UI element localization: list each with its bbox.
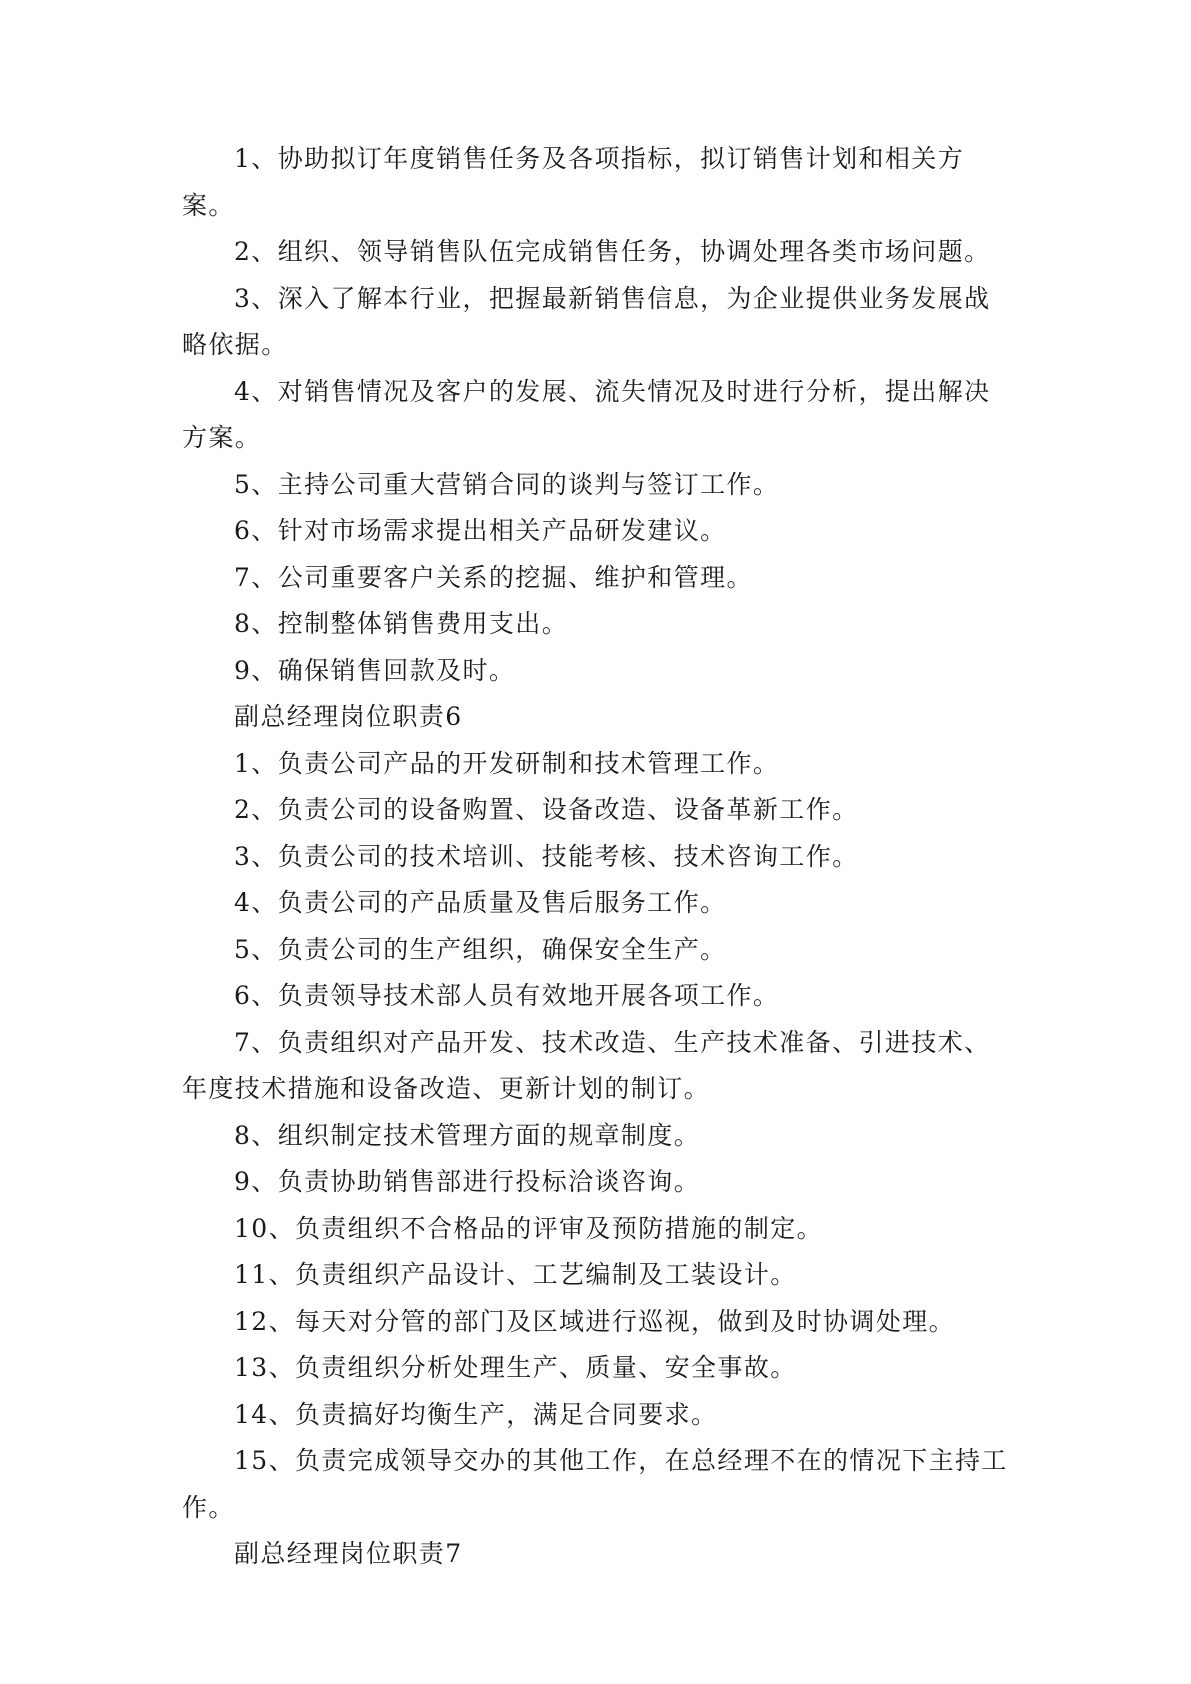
paragraph-duty-4: 4、负责公司的产品质量及售后服务工作。 (234, 888, 727, 917)
paragraph-sales-5: 5、主持公司重大营销合同的谈判与签订工作。 (234, 469, 780, 499)
paragraph-duty-15: 15、负责完成领导交办的其他工作，在总经理不在的情况下主持工作。 (182, 1446, 1008, 1522)
paragraph-duty-12: 12、每天对分管的部门及区域进行巡视，做到及时协调处理。 (234, 1306, 956, 1336)
paragraph-duty-6: 6、负责领导技术部人员有效地开展各项工作。 (234, 981, 780, 1010)
paragraph-sales-2: 2、组织、领导销售队伍完成销售任务，协调处理各类市场问题。 (234, 237, 991, 266)
paragraph-duty-8: 8、组织制定技术管理方面的规章制度。 (234, 1120, 701, 1150)
paragraph-duty-3: 3、负责公司的技术培训、技能考核、技术咨询工作。 (234, 841, 859, 871)
paragraph-duty-11: 11、负责组织产品设计、工艺编制及工装设计。 (234, 1260, 797, 1289)
paragraph-sales-9: 9、确保销售回款及时。 (234, 655, 516, 685)
paragraph-duty-5: 5、负责公司的生产组织，确保安全生产。 (234, 934, 727, 964)
paragraph-sales-8: 8、控制整体销售费用支出。 (234, 609, 569, 638)
section-heading-7: 副总经理岗位职责7 (234, 1539, 463, 1568)
paragraph-duty-14: 14、负责搞好均衡生产，满足合同要求。 (234, 1399, 718, 1429)
paragraph-sales-7: 7、公司重要客户关系的挖掘、维护和管理。 (234, 562, 753, 592)
document-page (182, 136, 1012, 1578)
paragraph-duty-9: 9、负责协助销售部进行投标洽谈咨询。 (234, 1167, 701, 1196)
paragraph-duty-10: 10、负责组织不合格品的评审及预防措施的制定。 (234, 1213, 824, 1243)
paragraph-duty-13: 13、负责组织分析处理生产、质量、安全事故。 (234, 1353, 797, 1382)
paragraph-duty-1: 1、负责公司产品的开发研制和技术管理工作。 (234, 748, 780, 778)
paragraph-sales-4: 4、对销售情况及客户的发展、流失情况及时进行分析，提出解决方案。 (182, 376, 991, 452)
paragraph-duty-7: 7、负责组织对产品开发、技术改造、生产技术准备、引进技术、年度技术措施和设备改造、更新计划的制订。 (182, 1027, 991, 1103)
paragraph-sales-1: 1、协助拟订年度销售任务及各项指标，拟订销售计划和相关方案。 (182, 144, 965, 220)
paragraph-duty-2: 2、负责公司的设备购置、设备改造、设备革新工作。 (234, 795, 859, 824)
paragraph-sales-3: 3、深入了解本行业，把握最新销售信息，为企业提供业务发展战略依据。 (182, 283, 991, 359)
section-heading-6: 副总经理岗位职责6 (234, 702, 463, 731)
paragraph-sales-6: 6、针对市场需求提出相关产品研发建议。 (234, 516, 727, 545)
